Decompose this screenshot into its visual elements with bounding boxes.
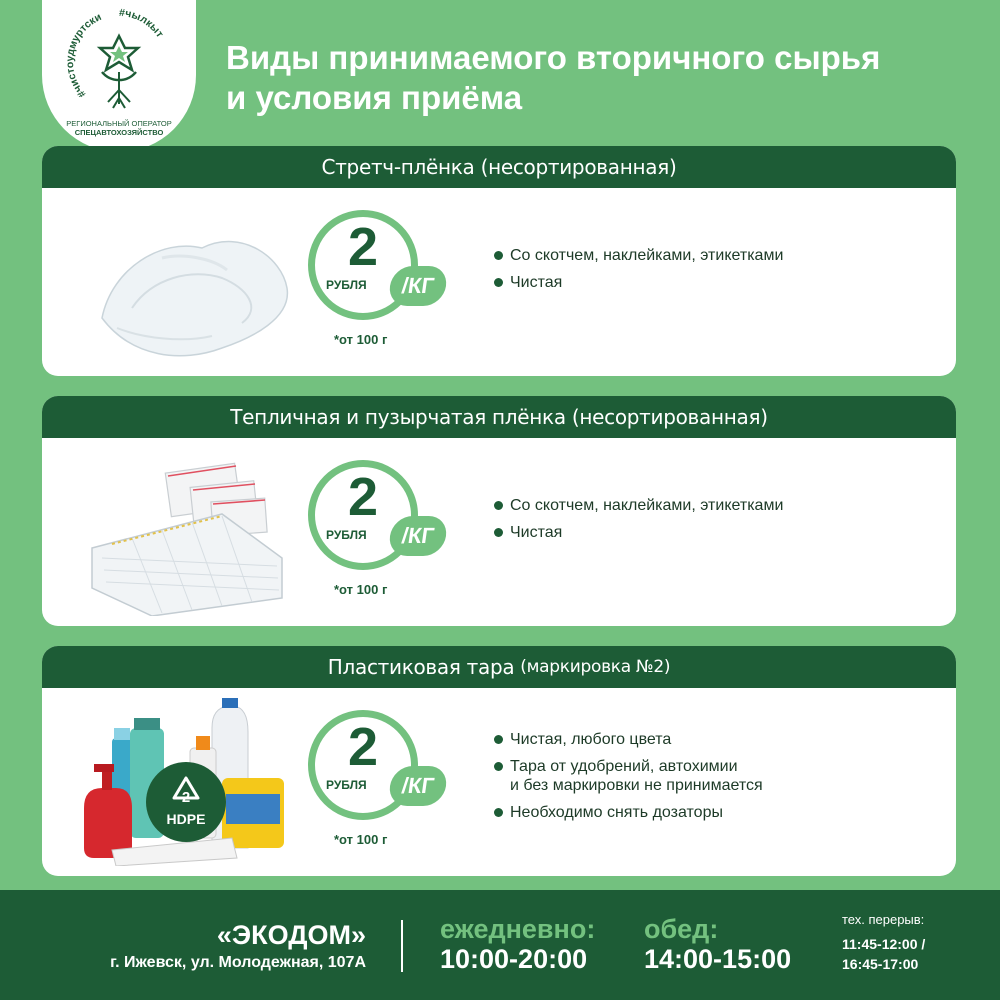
footer-address: г. Ижевск, ул. Молодежная, 107А [110,954,366,971]
price-per-kg: /КГ [387,766,449,806]
condition-item: Необходимо снять дозаторы [494,803,763,822]
hdpe-number: 2 [181,789,191,806]
footer-divider [401,920,403,972]
card-stretch-film [42,146,956,376]
recycle-tree-icon [64,6,174,118]
condition-item: Чистая, любого цвета [494,730,763,749]
condition-item: Чистая [494,273,783,292]
break-time-1: 11:45-12:00 / [842,936,926,952]
condition-item: Тара от удобрений, автохимии [494,757,763,776]
card-greenhouse-film [42,396,956,626]
condition-item: Со скотчем, наклейками, этикетками [494,496,783,515]
stretch-film-image [72,198,302,366]
break-label: тех. перерыв: [842,912,925,927]
price-unit: РУБЛЯ [326,528,367,542]
footer [0,890,1000,1000]
page-title [226,38,986,118]
page-title-line2: и условия приёма [226,79,523,116]
price-badge [308,210,448,360]
price-value: 2 [347,217,379,277]
condition-item: Чистая [494,523,783,542]
conditions-list [494,246,783,300]
conditions-list [494,730,763,830]
lunch-hours: 14:00-15:00 [644,944,792,974]
hdpe-label: HDPE [166,811,206,827]
price-unit: РУБЛЯ [326,778,367,792]
card-title-sub: (маркировка №2) [520,657,671,677]
lunch-label: обед: [644,914,719,944]
card-title: Пластиковая тара [327,655,515,679]
logo-caption-line1: РЕГИОНАЛЬНЫЙ ОПЕРАТОР [66,119,172,128]
logo-badge [42,0,196,152]
conditions-list [494,496,783,550]
price-unit: РУБЛЯ [326,278,367,292]
logo-arc-right: #чылкыт [118,6,166,40]
card-header [42,396,956,438]
condition-item: Со скотчем, наклейками, этикетками [494,246,783,265]
page-title-line1: Виды принимаемого вторичного сырья [226,39,881,76]
price-note: *от 100 г [334,832,388,847]
daily-hours: 10:00-20:00 [440,944,588,974]
break-time-2: 16:45-17:00 [842,956,919,972]
price-value: 2 [347,467,379,527]
price-value: 2 [347,717,379,777]
price-per-kg: /КГ [387,266,449,306]
condition-item-continuation: и без маркировки не принимается [510,777,763,794]
card-plastic-containers [42,646,956,876]
card-header [42,146,956,188]
price-per-kg: /КГ [387,516,449,556]
price-badge [308,710,448,860]
price-badge [308,460,448,610]
logo-arc-left: #чистоудмуртски [64,10,104,100]
svg-text:#чистоудмуртски [64,11,103,100]
card-title: Тепличная и пузырчатая плёнка (несортированная) [230,405,768,429]
price-note: *от 100 г [334,332,388,347]
price-note: *от 100 г [334,582,388,597]
greenhouse-film-image [72,448,302,616]
daily-label: ежедневно: [440,914,596,944]
logo-caption-line2: СПЕЦАВТОХОЗЯЙСТВО [74,128,164,137]
card-header [42,646,956,688]
card-title: Стретч-плёнка (несортированная) [321,155,677,179]
svg-text:#чылкыт [119,7,166,40]
plastic-containers-image [72,698,302,866]
footer-brand: «ЭКОДОМ» [216,920,366,950]
